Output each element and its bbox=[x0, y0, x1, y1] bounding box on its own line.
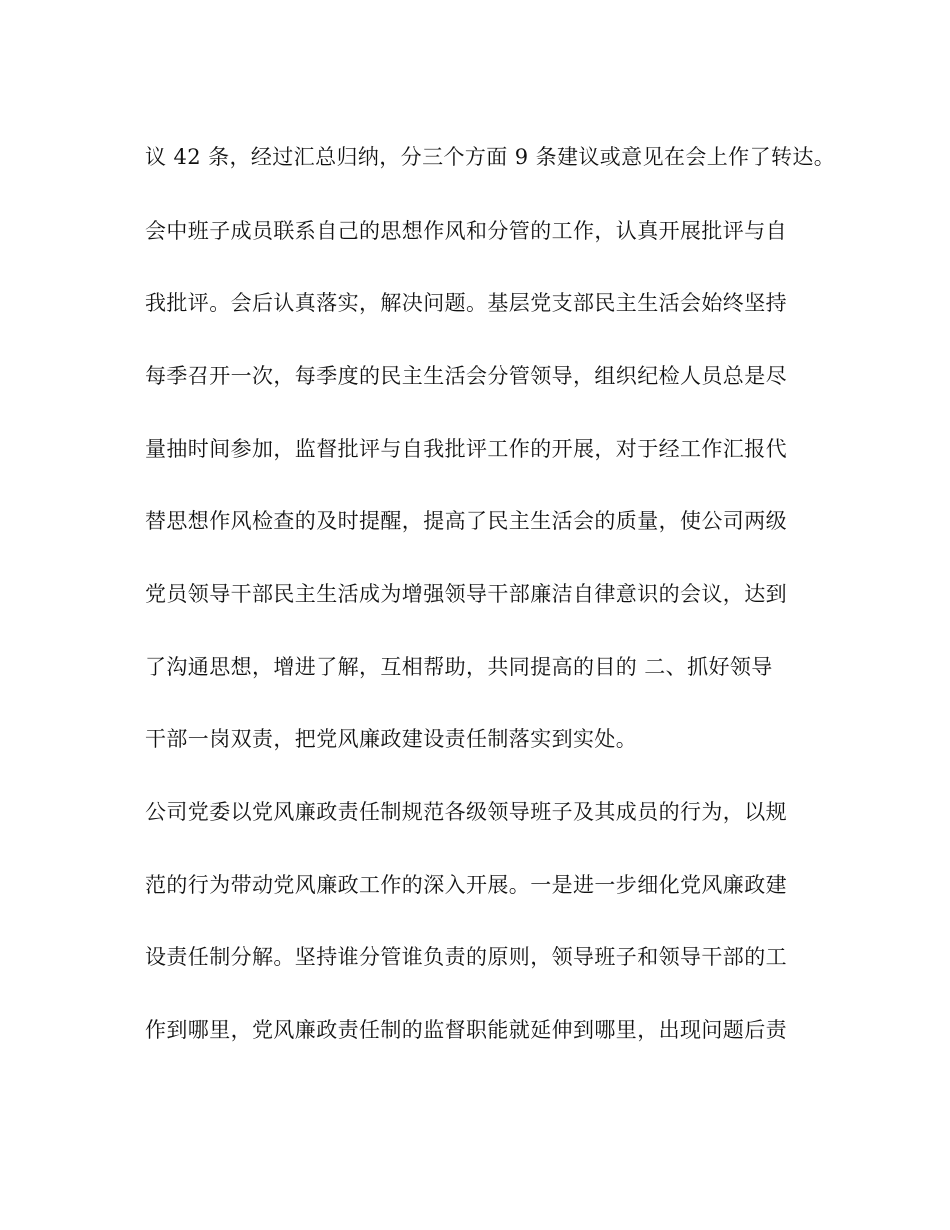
text-line: 会中班子成员联系自己的思想作风和分管的工作，认真开展批评与自 bbox=[145, 219, 787, 243]
text-line: 干部一岗双责，把党风廉政建设责任制落实到实处。 bbox=[145, 727, 638, 751]
text-line: 我批评。会后认真落实，解决问题。基层党支部民主生活会始终坚持 bbox=[145, 291, 787, 315]
text-line: 党员领导干部民主生活成为增强领导干部廉洁自律意识的会议，达到 bbox=[145, 582, 787, 606]
text-line: 公司党委以党风廉政责任制规范各级领导班子及其成员的行为，以规 bbox=[145, 800, 787, 824]
text-line: 范的行为带动党风廉政工作的深入开展。一是进一步细化党风廉政建 bbox=[145, 873, 787, 897]
text-line: 议 42 条，经过汇总归纳，分三个方面 9 条建议或意见在会上作了转达。 bbox=[145, 145, 836, 169]
text-line: 替思想作风检查的及时提醒，提高了民主生活会的质量，使公司两级 bbox=[145, 509, 787, 533]
text-line: 量抽时间参加，监督批评与自我批评工作的开展，对于经工作汇报代 bbox=[145, 437, 787, 461]
text-line: 作到哪里，党风廉政责任制的监督职能就延伸到哪里，出现问题后责 bbox=[145, 1018, 787, 1042]
text-line: 设责任制分解。坚持谁分管谁负责的原则，领导班子和领导干部的工 bbox=[145, 945, 787, 969]
text-line: 了沟通思想，增进了解，互相帮助，共同提高的目的 二、抓好领导 bbox=[145, 655, 773, 679]
text-line: 每季召开一次，每季度的民主生活会分管领导，组织纪检人员总是尽 bbox=[145, 364, 787, 388]
